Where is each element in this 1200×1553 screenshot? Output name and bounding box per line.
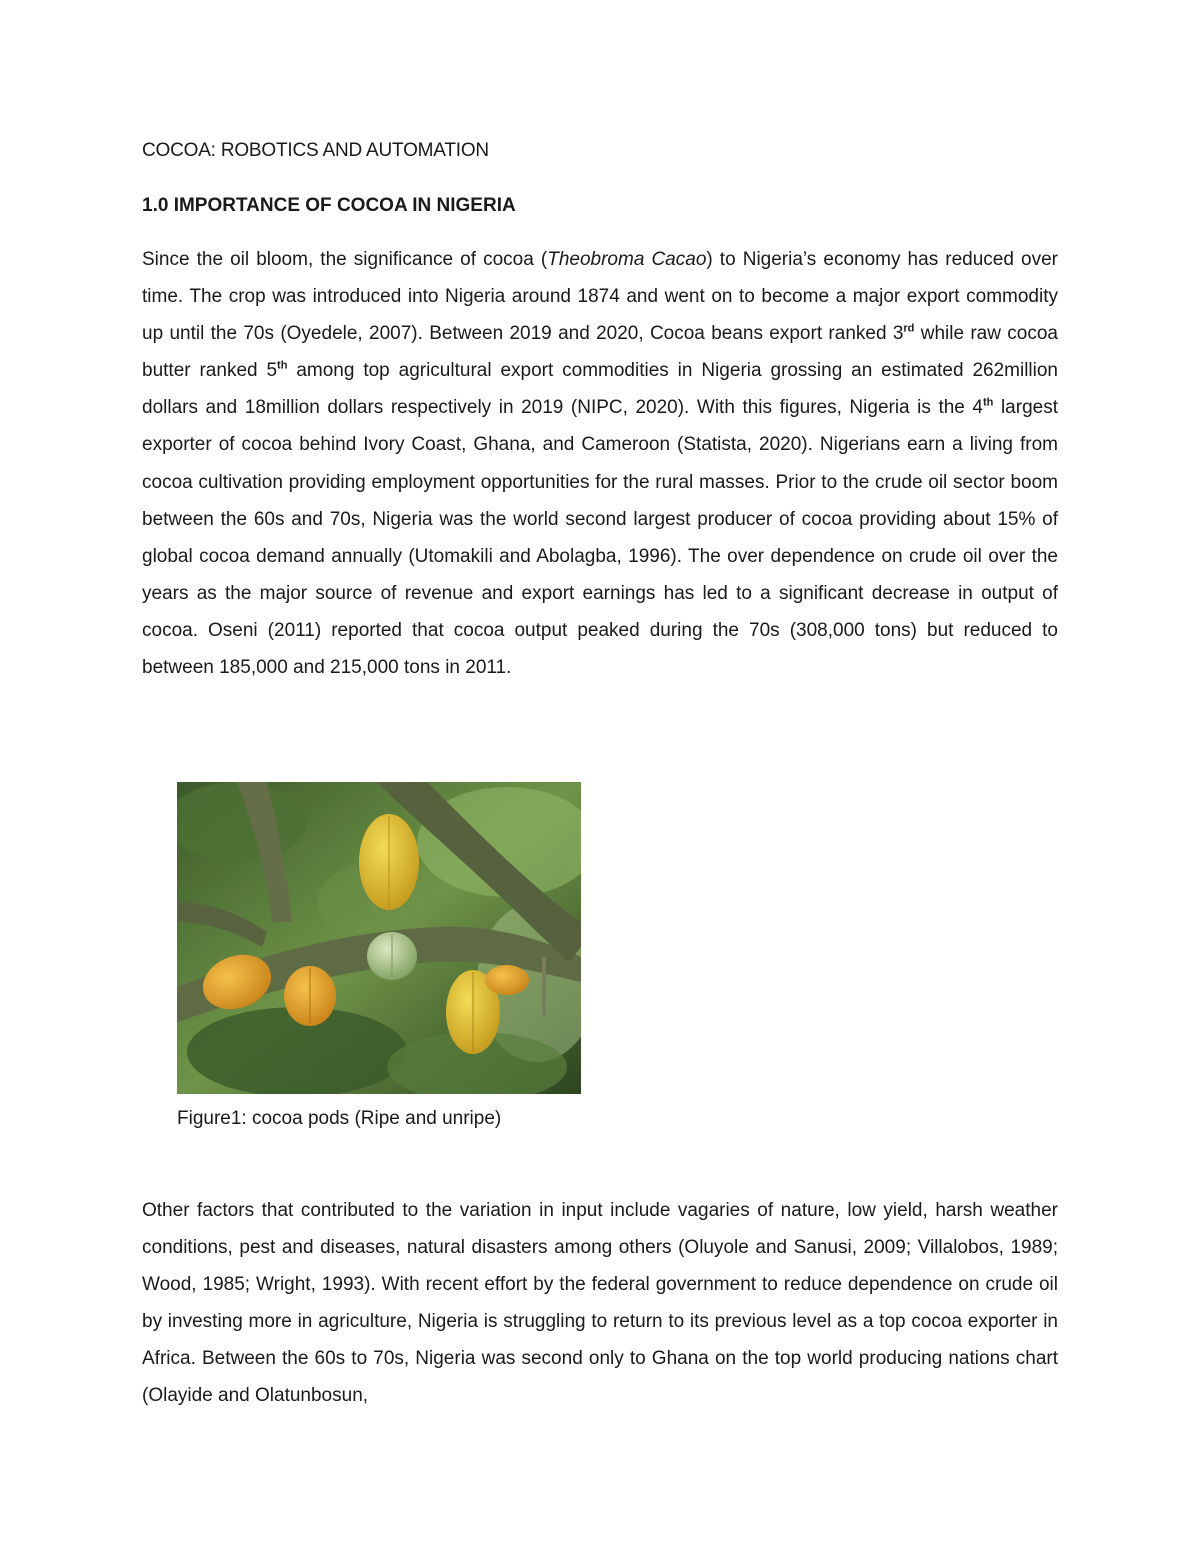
ordinal-superscript: th <box>277 359 288 372</box>
paragraph-text: ) to Nigeria’s economy has reduced over time. The crop was introduced into Nigeria around 1874 and went on to become a major export commodity up until the 70s (Oyedele, 2007). Between 2019 and 2020, Cocoa beans export ranked 3 <box>142 249 1058 345</box>
paragraph-text: among top agricultural export commodities in Nigeria grossing an estimated 262million dollars and 18million dollars respectively in 2019 (NIPC, 2020). With this figures, Nigeria is the 4 <box>142 360 1058 419</box>
document-title: COCOA: ROBOTICS AND AUTOMATION <box>142 140 489 161</box>
species-name: Theobroma Cacao <box>547 249 707 270</box>
cocoa-pods-photo <box>177 782 581 1094</box>
figure-caption: Figure1: cocoa pods (Ripe and unripe) <box>177 1108 502 1129</box>
ordinal-superscript: rd <box>903 322 915 335</box>
paragraph-text: while raw cocoa butter ranked 5 <box>142 323 1058 382</box>
paragraph-importance <box>142 241 1058 686</box>
paragraph-text: largest exporter of cocoa behind Ivory Coast, Ghana, and Cameroon (Statista, 2020). Nigerians earn a living from cocoa cultivation providing employment opportunities for the rural masses. Prior to the crude oil sector boom between the 60s and 70s, Nigeria was the world second largest producer of cocoa providing about 15% of global cocoa demand annually (Utomakili and Abolagba, 1996). The over dependence on crude oil over the years as the major source of revenue and export earnings has led to a significant decrease in output of cocoa. Oseni (2011) reported that cocoa output peaked during the 70s (308,000 tons) but reduced to between 185,000 and 215,000 tons in 2011. <box>142 397 1058 679</box>
paragraph-text: Since the oil bloom, the significance of cocoa ( <box>142 249 548 270</box>
section-heading: 1.0 IMPORTANCE OF COCOA IN NIGERIA <box>142 195 516 216</box>
ordinal-superscript: th <box>983 397 994 410</box>
paragraph-other-factors: Other factors that contributed to the variation in input include vagaries of nature, low yield, harsh weather conditions, pest and diseases, natural disasters among others (Oluyole and Sanusi, 2009; Villalobos, 1989; Wood, 1985; Wright, 1993). With recent effort by the federal government to reduce dependence on crude oil by investing more in agriculture, Nigeria is struggling to return to its previous level as a top cocoa exporter in Africa. Between the 60s to 70s, Nigeria was second only to Ghana on the top world producing nations chart (Olayide and Olatunbosun, <box>142 1200 1058 1407</box>
